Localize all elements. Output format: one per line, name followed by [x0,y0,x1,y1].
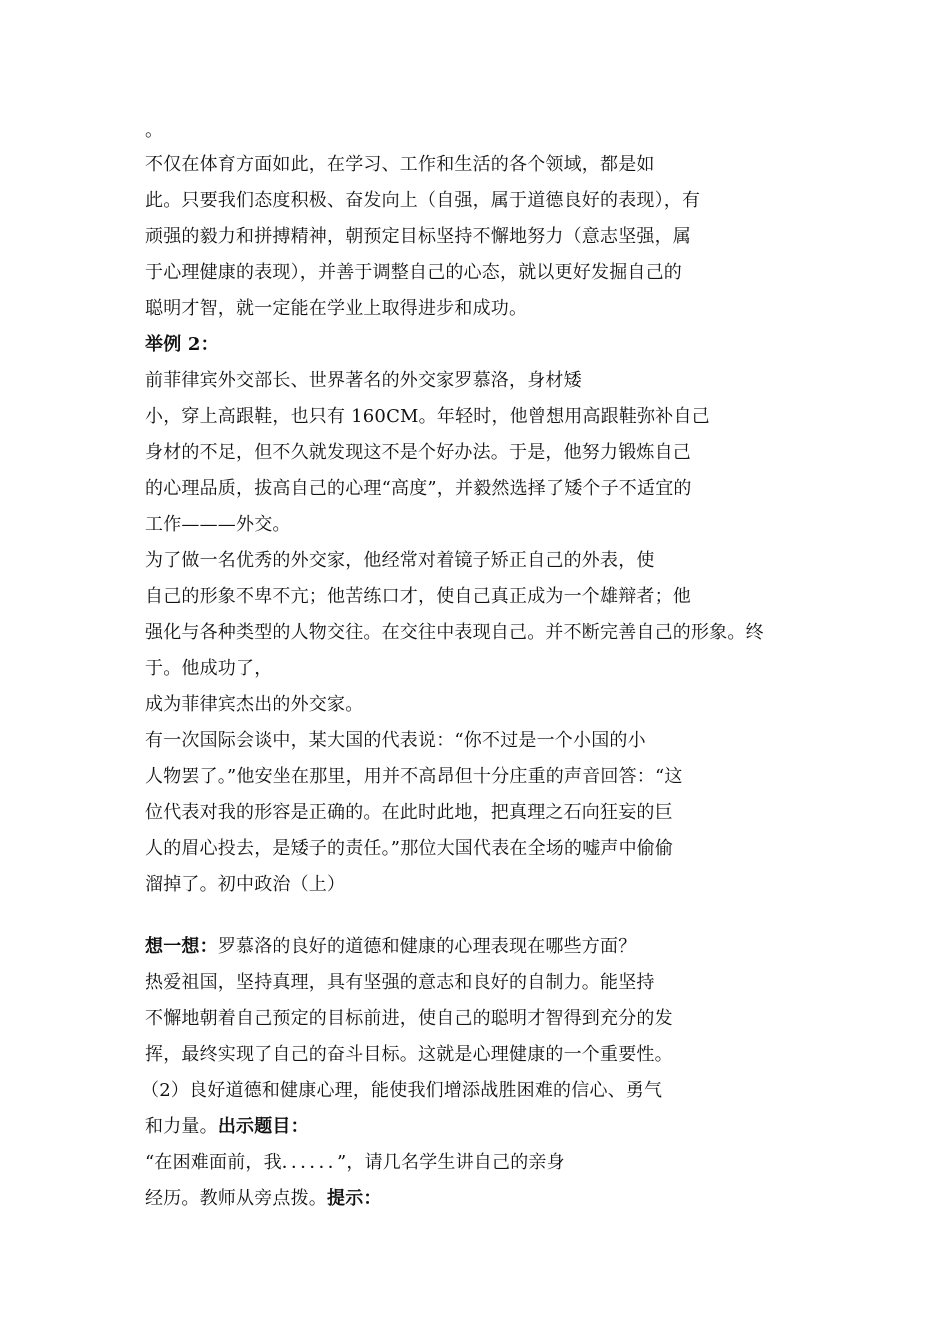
example-heading: 举例 2： [145,334,219,355]
text-line: 此。只要我们态度积极、奋发向上（自强，属于道德良好的表现），有 [145,190,701,211]
text-line: 为了做一名优秀的外交家，他经常对着镜子矫正自己的外表，使 [145,550,655,571]
text-line: 不仅在体育方面如此，在学习、工作和生活的各个领域，都是如 [145,154,655,175]
think-label: 想一想： [145,936,218,957]
text-line: 挥，最终实现了自己的奋斗目标。这就是心理健康的一个重要性。 [145,1044,673,1065]
think-question [145,936,636,958]
text-line: 强化与各种类型的人物交往。在交往中表现自己。并不断完善自己的形象。终 [145,622,764,643]
text-fragment: 经历。教师从旁点拨。 [145,1188,327,1209]
text-line: 不懈地朝着自己预定的目标前进，使自己的聪明才智得到充分的发 [145,1008,673,1029]
text-line: 有一次国际会谈中，某大国的代表说：“你不过是一个小国的小 [145,730,646,751]
think-question-text: 罗慕洛的良好的道德和健康的心理表现在哪些方面？ [217,936,637,957]
hint-label: 提示： [327,1188,382,1209]
text-line-with-label [145,1188,382,1210]
text-line: 溜掉了。初中政治（上） [145,874,346,895]
text-line: 自己的形象不卑不亢；他苦练口才，使自己真正成为一个雄辩者；他 [145,586,691,607]
text-line: 人物罢了。”他安坐在那里，用并不高昂但十分庄重的声音回答：“这 [145,766,683,787]
text-line: 。 [145,120,164,141]
text-line: 于心理健康的表现），并善于调整自己的心态，就以更好发掘自己的 [145,262,682,283]
text-line-with-label [145,1116,309,1138]
text-line: 于。他成功了， [145,658,273,679]
text-line: “在困难面前，我．．．．．．”，请几名学生讲自己的亲身 [145,1152,565,1173]
text-line: 聪明才智，就一定能在学业上取得进步和成功。 [145,298,528,319]
text-line: 工作———外交。 [145,514,291,535]
text-line: 成为菲律宾杰出的外交家。 [145,694,364,715]
text-line: 前菲律宾外交部长、世界著名的外交家罗慕洛，身材矮 [145,370,582,391]
text-line: 的心理品质，拔高自己的心理“高度”，并毅然选择了矮个子不适宜的 [145,478,692,499]
text-line: 人的眉心投去，是矮子的责任。”那位大国代表在全场的嘘声中偷偷 [145,838,674,859]
text-line: 热爱祖国，坚持真理，具有坚强的意志和良好的自制力。能坚持 [145,972,655,993]
show-topic-label: 出示题目： [217,1116,309,1137]
text-line: 小，穿上高跟鞋，也只有 160CM。年轻时，他曾想用高跟鞋弥补自己 [145,406,710,427]
text-line: 顽强的毅力和拼搏精神，朝预定目标坚持不懈地努力（意志坚强，属 [145,226,691,247]
text-fragment: 和力量。 [145,1116,218,1137]
text-line: （2）良好道德和健康心理，能使我们增添战胜困难的信心、勇气 [141,1080,663,1101]
text-line: 身材的不足，但不久就发现这不是个好办法。于是，他努力锻炼自己 [145,442,691,463]
text-line: 位代表对我的形容是正确的。在此时此地，把真理之石向狂妄的巨 [145,802,673,823]
